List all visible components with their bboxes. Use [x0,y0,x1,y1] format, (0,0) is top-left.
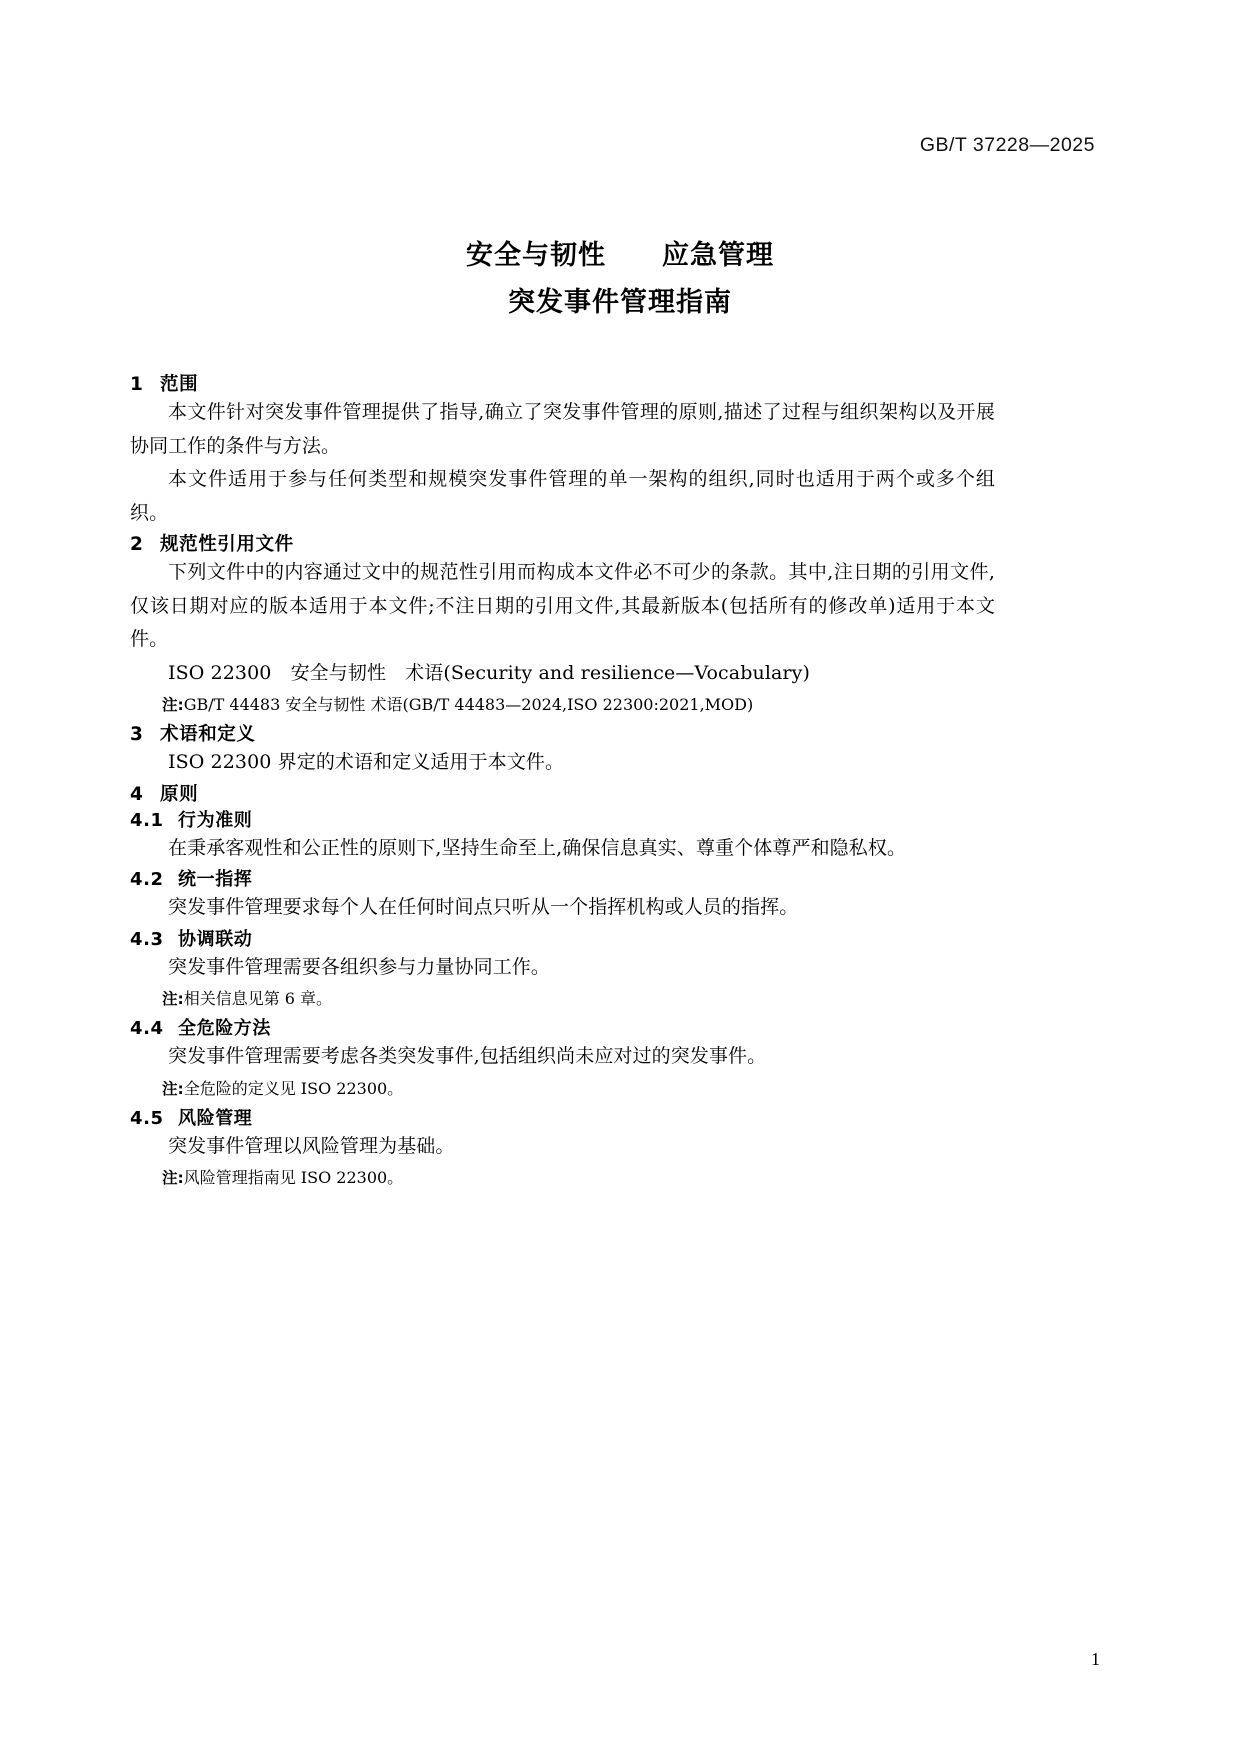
subclause-heading-4-2 [130,865,995,891]
clause-1-paragraph-1: 本文件针对突发事件管理提供了指导,确立了突发事件管理的原则,描述了过程与组织架构以及开展协同工作的条件与方法。 [130,401,995,457]
subclause-4-5-note-label: 注: [162,1169,184,1187]
subclause-number-4-4: 4.4 [130,1018,164,1039]
subclause-4-3-text: 突发事件管理需要各组织参与力量协同工作。 [168,955,551,978]
subclause-title-4-3: 协调联动 [178,928,253,950]
subclause-4-3-note-text: 相关信息见第 6 章。 [183,989,333,1008]
document-title [0,232,1240,326]
clause-2-reference-iso22300: ISO 22300 安全与韧性 术语(Security and resilience—Vocabulary) [168,661,810,684]
clause-title-2: 规范性引用文件 [160,534,294,555]
clause-2-note [162,690,995,720]
subclause-4-2-text: 突发事件管理要求每个人在任何时间点只听从一个指挥机构或人员的指挥。 [168,896,799,918]
subclause-heading-4-3 [130,925,995,951]
footer-page-number: 1 [1091,1649,1100,1669]
page-header-standard-code: GB/T 37228—2025 [919,134,1095,156]
clause-2-note-label: 注: [162,696,184,714]
clause-title-4: 原则 [160,783,199,805]
subclause-4-5-text: 突发事件管理以风险管理为基础。 [168,1134,455,1157]
clause-1-paragraph-2: 本文件适用于参与任何类型和规模突发事件管理的单一架构的组织,同时也适用于两个或多个组织。 [130,468,995,524]
clause-heading-3 [130,720,995,746]
clause-title-3: 术语和定义 [160,724,256,745]
subclause-4-5-note-text: 风险管理指南见 ISO 22300。 [183,1168,404,1187]
clause-heading-1 [130,370,995,396]
clause-number-2: 2 [130,534,144,555]
document-title-line-1: 安全与韧性 应急管理 [466,240,774,271]
clause-number-4: 4 [130,783,144,805]
subclause-number-4-2: 4.2 [130,869,164,890]
subclause-4-5-note [162,1163,995,1193]
subclause-4-4-note-text: 全危险的定义见 ISO 22300。 [183,1078,404,1098]
subclause-4-4-note-label: 注: [162,1079,184,1098]
subclause-number-4-5: 4.5 [130,1107,164,1129]
subclause-4-3-note-label: 注: [162,990,184,1008]
subclause-4-3-note [162,984,995,1014]
subclause-title-4-1: 行为准则 [178,809,253,831]
subclause-heading-4-5 [130,1104,995,1130]
subclause-number-4-1: 4.1 [130,809,164,831]
subclause-title-4-4: 全危险方法 [178,1018,271,1039]
subclause-4-1-text: 在秉承客观性和公正性的原则下,坚持生命至上,确保信息真实、尊重个体尊严和隐私权。 [168,836,907,859]
clause-number-1: 1 [130,374,144,395]
clause-title-1: 范围 [160,374,199,395]
subclause-4-4-text: 突发事件管理需要考虑各类突发事件,包括组织尚未应对过的突发事件。 [168,1045,767,1067]
clause-heading-2 [130,530,995,556]
clause-heading-4 [130,780,995,806]
subclause-heading-4-1 [130,806,995,832]
subclause-heading-4-4 [130,1014,995,1040]
clause-2-note-text: GB/T 44483 安全与韧性 术语(GB/T 44483—2024,ISO 22300:2021,MOD) [183,695,754,714]
clause-3-paragraph-1: ISO 22300 界定的术语和定义适用于本文件。 [168,751,565,773]
subclause-4-4-note [162,1074,995,1104]
subclause-number-4-3: 4.3 [130,928,164,950]
clause-2-paragraph-1: 下列文件中的内容通过文中的规范性引用而构成本文件必不可少的条款。其中,注日期的引用文件,仅该日期对应的版本适用于本文件;不注日期的引用文件,其最新版本(包括所有的修改单)适用于本文件。 [130,561,995,650]
document-title-line-2: 突发事件管理指南 [508,287,732,318]
clause-number-3: 3 [130,724,144,745]
subclause-title-4-5: 风险管理 [178,1107,253,1129]
document-body [130,370,995,1193]
subclause-title-4-2: 统一指挥 [178,869,253,890]
